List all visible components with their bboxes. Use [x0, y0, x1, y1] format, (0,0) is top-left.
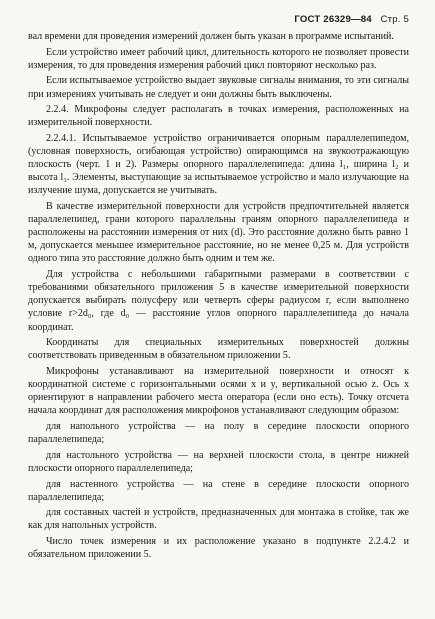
list-item: для настенного устройства — на стене в середине плоскости опорного параллелепипеда;: [28, 478, 409, 503]
paragraph: Если испытываемое устройство выдает звуковые сигналы внимания, то эти сигналы при измерениях учитывать не следует и они должны быть выключены.: [28, 75, 409, 100]
standard-number: ГОСТ 26329—84: [294, 14, 372, 25]
section-2-2-4-1: 2.2.4.1. Испытываемое устройство ограничивается опорным параллелепипедом, (условная поверхность, огибающая устройство) опирающимся на звукоотражающую плоскость (черт. 1 и 2). Размеры опорного параллелепипеда: длина l₁, ширина l₂ и высота l₃. Элементы, выступающие за испытываемое устройство и мало излучающие на излучение шума, допускается не учитывать.: [28, 133, 409, 197]
list-item: для настольного устройства — на верхней плоскости стола, в центре нижней плоскости опорного параллелепипеда;: [28, 449, 409, 474]
page-number: Стр. 5: [380, 14, 409, 25]
paragraph: Если устройство имеет рабочий цикл, длительность которого не позволяет провести измерения, то для проведения измерения рабочий цикл повторяют несколько раз.: [28, 46, 409, 71]
paragraph: В качестве измерительной поверхности для устройств предпочтительней является параллелепипед, грани которого параллельны граням опорного параллелепипеда и расположены на расстоянии измерения от них (d). Это расстояние должно быть равно 1 м, допускается меньшее измерительное расстояние, но не менее 0,25 м. Для устройств одного типа это расстояние должно быть одним и тем же.: [28, 201, 409, 265]
paragraph: вал времени для проведения измерений должен быть указан в программе испытаний.: [28, 31, 394, 42]
document-body: [28, 30, 409, 561]
paragraph: Для устройства с небольшими габаритными размерами в соответствии с требованиями обязательного приложения 5 в качестве измерительной поверхности допускается выбирать полусферу или четверть сферы радиусом r, если выполнено условие r>2d₀, где d₀ — расстояние углов опорного параллелепипеда до начала координат.: [28, 269, 409, 333]
list-item: для напольного устройства — на полу в середине плоскости опорного параллелепипеда;: [28, 420, 409, 446]
list-item: для составных частей и устройств, предназначенных для монтажа в стойке, так же как для напольных устройств.: [28, 507, 409, 532]
page-header: [28, 12, 409, 28]
paragraph: Координаты для специальных измерительных поверхностей должны соответствовать приведенным в обязательном приложении 5.: [28, 337, 409, 362]
section-2-2-4: 2.2.4. Микрофоны следует располагать в точках измерения, расположенных на измерительной поверхности.: [28, 104, 409, 129]
paragraph: Микрофоны устанавливают на измерительной поверхности и относят к координатной системе с горизонтальными осями x и y, вертикальной осью z. Ось x ориентируют в направлении рабочего места оператора (если оно есть). Точку отсчета начала координат для расположения микрофонов устанавливают следующим образом:: [28, 366, 409, 417]
paragraph: Число точек измерения и их расположение указано в подпункте 2.2.4.2 и обязательном приложении 5.: [28, 536, 409, 561]
